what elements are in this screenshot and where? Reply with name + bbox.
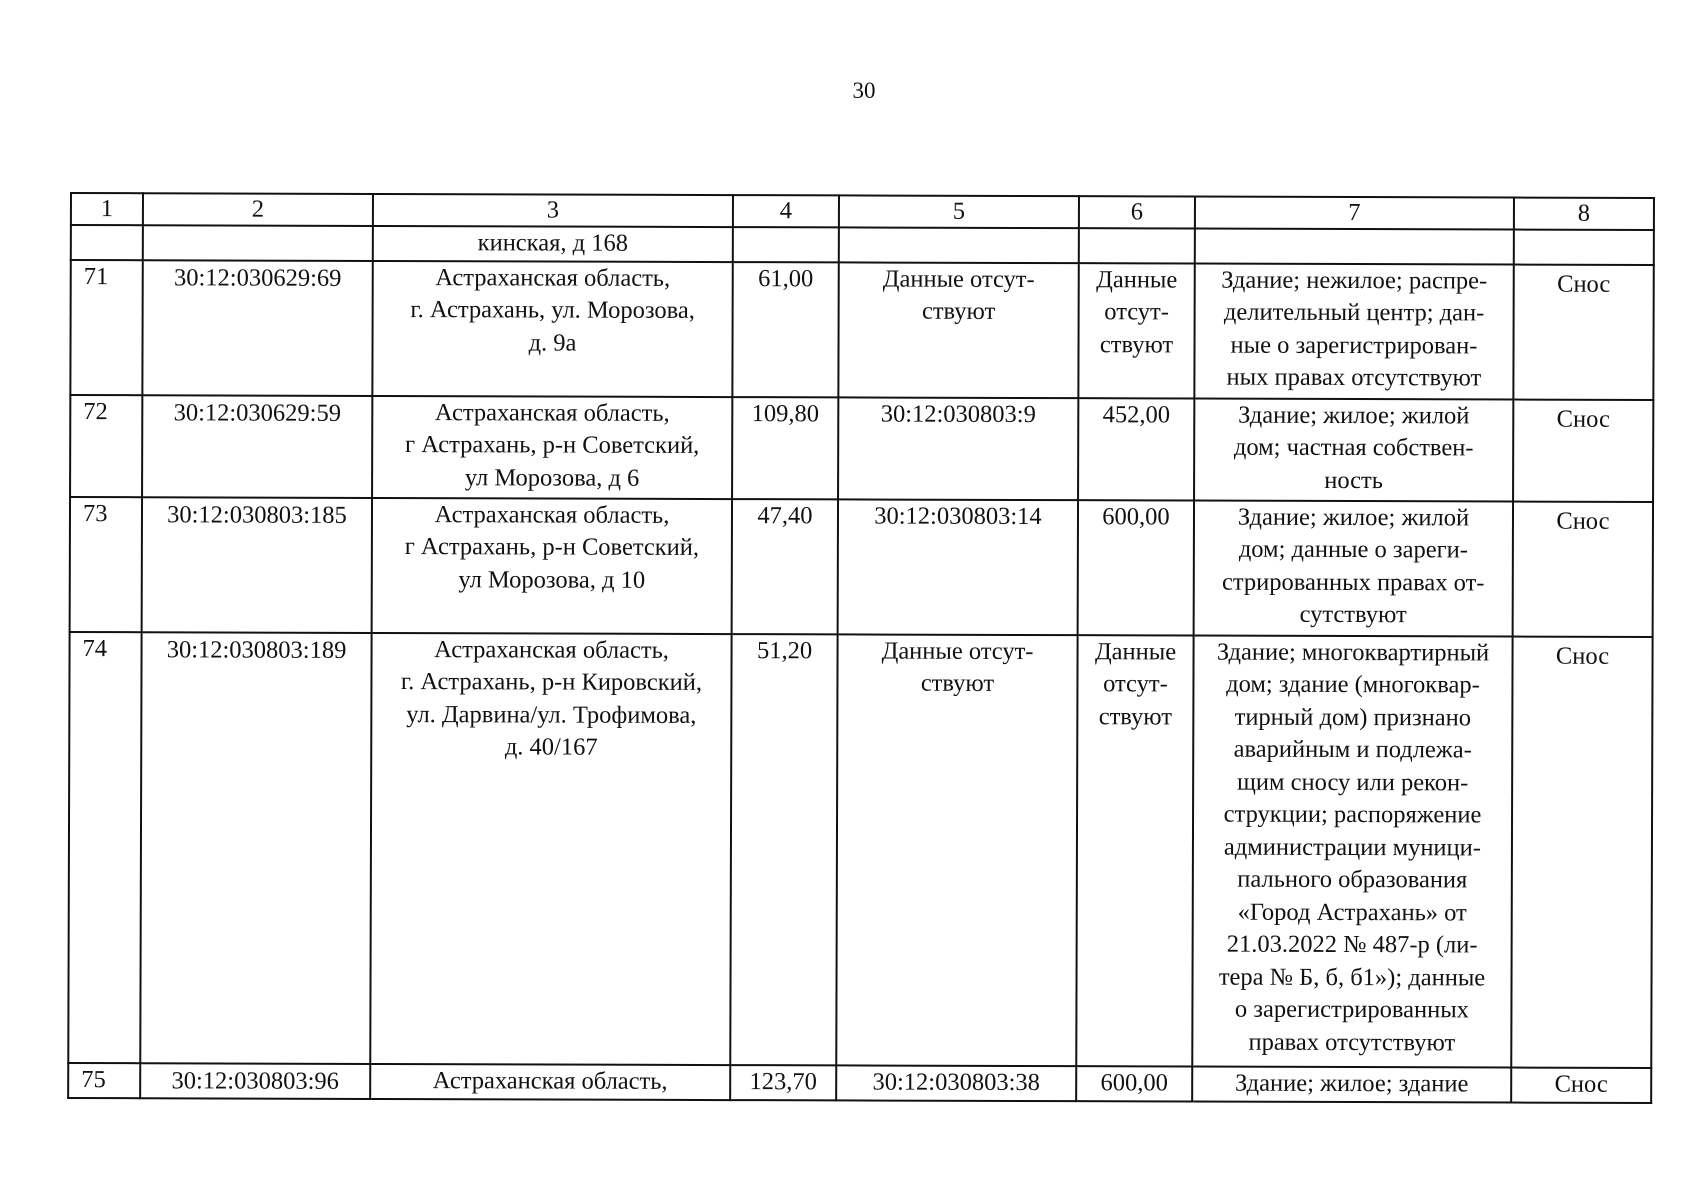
address-line: кинская, д 168	[477, 229, 629, 257]
notes-line: Здание; жилое; здание	[1234, 1069, 1469, 1097]
address-line: г. Астрахань, р-н Кировский,	[400, 668, 703, 696]
area-cell: 51,20	[730, 634, 837, 1065]
notes-line: «Город Астрахань» от	[1237, 898, 1467, 926]
land-cadastral-cell	[836, 634, 1077, 1066]
address-line: Астраханская область,	[434, 635, 669, 664]
row-number-cell	[71, 225, 143, 260]
address-line: Астраханская область,	[432, 1066, 668, 1095]
address-cell	[370, 1063, 730, 1100]
land-area-line: ствуют	[1098, 702, 1173, 730]
land-area-cell	[1076, 1066, 1192, 1102]
notes-cell	[1194, 500, 1513, 636]
area-cell: 47,40	[732, 499, 838, 634]
notes-cell	[1194, 398, 1513, 501]
cadastral-number-cell: 30:12:030629:59	[142, 395, 372, 498]
header-cell: 7	[1195, 197, 1514, 230]
address-line: ул Морозова, д 6	[464, 463, 640, 492]
land-cadastral-line: 30:12:030803:14	[874, 502, 1042, 530]
land-cadastral-line: 30:12:030803:9	[880, 400, 1036, 428]
table-row	[70, 497, 1653, 637]
status-cell: Снос	[1511, 1067, 1651, 1103]
notes-line: тирный дом) признано	[1234, 703, 1472, 731]
table-row	[70, 260, 1653, 400]
address-cell	[372, 260, 732, 396]
notes-cell	[1195, 229, 1514, 265]
land-area-cell	[1079, 228, 1195, 263]
land-cadastral-line: ствуют	[921, 297, 996, 325]
land-area-line: Данные	[1096, 265, 1178, 293]
notes-line: правах отсутствуют	[1248, 1028, 1456, 1056]
address-line: г Астрахань, р-н Советский,	[404, 533, 700, 561]
area-cell: 109,80	[732, 397, 838, 499]
land-area-line: 600,00	[1100, 1068, 1168, 1096]
notes-line: щим сносу или рекон-	[1236, 768, 1469, 796]
land-cadastral-line: ствуют	[920, 669, 995, 697]
notes-line: струкции; распоряжение	[1223, 800, 1482, 829]
cadastral-number-cell: 30:12:030803:189	[140, 632, 371, 1064]
notes-cell	[1194, 263, 1513, 399]
header-cell: 8	[1514, 198, 1654, 230]
notes-line: администрации муници-	[1223, 833, 1481, 861]
notes-line: Здание; жилое; жилой	[1238, 401, 1470, 429]
land-cadastral-line: Данные отсут-	[881, 637, 1034, 665]
address-cell	[370, 632, 731, 1064]
address-line: г. Астрахань, ул. Морозова,	[410, 296, 695, 324]
page-number: 30	[852, 78, 876, 103]
land-area-cell	[1078, 500, 1194, 635]
header-cell: 5	[839, 195, 1079, 228]
row-number-cell: 73	[70, 497, 142, 632]
land-cadastral-line: Данные отсут-	[882, 265, 1035, 293]
table-row	[68, 1062, 1651, 1102]
address-cell	[373, 226, 733, 262]
property-table	[67, 192, 1655, 1104]
land-area-line: 452,00	[1102, 400, 1171, 428]
address-line: д. 9а	[528, 328, 577, 357]
status-cell: Снос	[1513, 399, 1653, 501]
notes-cell	[1192, 1066, 1511, 1103]
cadastral-number-cell	[143, 225, 373, 260]
status-cell	[1514, 230, 1654, 265]
notes-line: ность	[1324, 466, 1384, 494]
notes-line: пального образования	[1237, 865, 1468, 894]
area-cell	[733, 227, 839, 262]
notes-line: делительный центр; дан-	[1223, 298, 1485, 327]
notes-line: ных правах отсутствуют	[1226, 363, 1482, 392]
address-cell	[372, 395, 732, 498]
land-area-cell	[1078, 263, 1194, 398]
row-number-cell: 75	[68, 1062, 140, 1098]
header-cell: 4	[733, 195, 839, 227]
area-cell: 61,00	[732, 262, 838, 397]
notes-line: Здание; нежилое; распре-	[1221, 266, 1488, 294]
land-area-line: 600,00	[1102, 502, 1170, 530]
row-number-cell: 74	[68, 632, 141, 1063]
land-cadastral-cell	[836, 1065, 1076, 1101]
land-cadastral-cell	[838, 397, 1078, 500]
notes-line: ные о зарегистрирован-	[1230, 331, 1478, 359]
cadastral-number-cell: 30:12:030803:96	[140, 1063, 370, 1099]
header-cell: 3	[373, 194, 733, 227]
status-cell: Снос	[1513, 501, 1653, 636]
status-cell: Снос	[1513, 264, 1653, 399]
notes-line: тера № Б, б, б1»); данные	[1218, 963, 1486, 991]
continuation-row	[71, 225, 1654, 264]
header-row	[71, 193, 1654, 230]
land-area-line: ствуют	[1099, 330, 1174, 358]
notes-line: сутствуют	[1299, 600, 1407, 629]
notes-line: стрированных правах от-	[1222, 568, 1485, 596]
row-number-cell: 72	[70, 395, 142, 497]
notes-line: дом; частная собствен-	[1233, 433, 1474, 462]
address-line: ул Морозова, д 10	[458, 565, 646, 594]
header-cell: 1	[71, 193, 143, 225]
header-cell: 2	[143, 193, 373, 226]
cadastral-number-cell: 30:12:030803:185	[142, 497, 372, 633]
land-area-line: Данные	[1094, 637, 1177, 665]
notes-line: аварийным и подлежа-	[1233, 735, 1472, 764]
row-number-cell: 71	[70, 260, 142, 395]
land-area-line: отсут-	[1103, 670, 1168, 698]
notes-line: дом; здание (многоквар-	[1226, 670, 1480, 699]
area-cell: 123,70	[730, 1065, 836, 1101]
address-line: Астраханская область,	[434, 398, 670, 427]
address-line: Астраханская область,	[435, 263, 671, 292]
notes-line: о зарегистрированных	[1234, 995, 1469, 1024]
status-cell: Снос	[1511, 636, 1652, 1067]
land-cadastral-cell	[838, 499, 1078, 635]
land-area-cell	[1078, 398, 1194, 500]
land-area-cell	[1076, 635, 1193, 1066]
land-cadastral-cell	[839, 227, 1079, 262]
land-area-line: отсут-	[1104, 298, 1169, 326]
notes-cell	[1192, 635, 1512, 1067]
table-row	[70, 395, 1653, 502]
address-line: ул. Дарвина/ул. Трофимова,	[406, 700, 697, 729]
notes-line: дом; данные о зареги-	[1238, 535, 1468, 564]
address-cell	[372, 497, 732, 633]
land-cadastral-cell	[838, 262, 1078, 398]
notes-line: Здание; жилое; жилой	[1237, 503, 1470, 531]
table-row	[68, 632, 1652, 1068]
land-cadastral-line: 30:12:030803:38	[872, 1068, 1040, 1096]
address-line: д. 40/167	[504, 733, 598, 761]
notes-line: 21.03.2022 № 487-р (ли-	[1226, 930, 1478, 959]
address-line: Астраханская область,	[434, 500, 670, 529]
header-cell: 6	[1079, 196, 1195, 228]
cadastral-number-cell: 30:12:030629:69	[142, 260, 372, 396]
notes-line: Здание; многоквартирный	[1216, 638, 1490, 666]
address-line: г Астрахань, р-н Советский,	[405, 431, 700, 459]
